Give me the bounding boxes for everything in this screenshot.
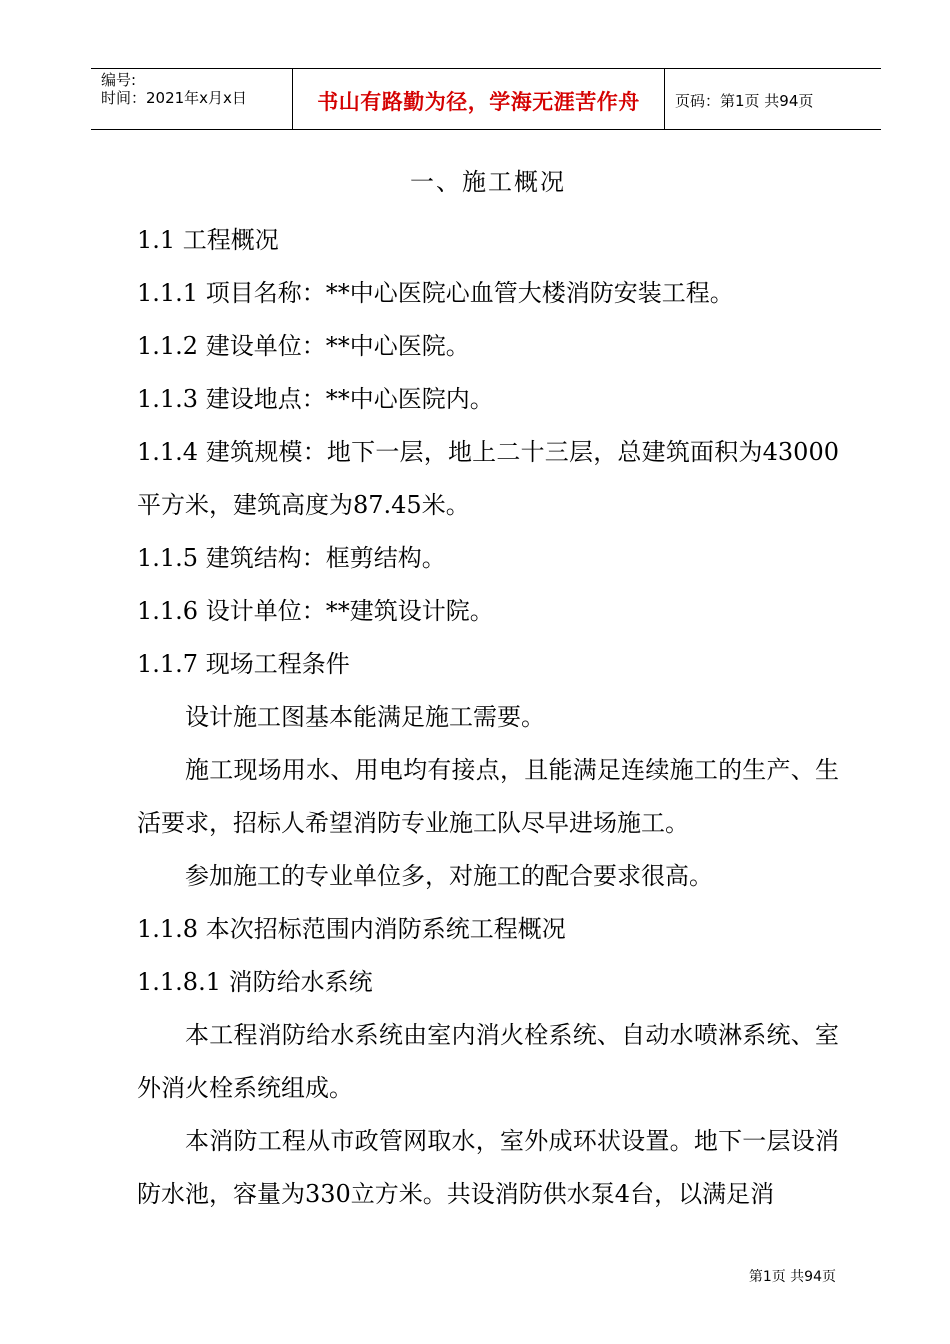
- heading-water-supply: 1.1.8.1 消防给水系统: [137, 968, 373, 996]
- paragraph-water-source: 本消防工程从市政管网取水，室外成环状设置。地下一层设消防水池，容量为330立方米。共设消防供水泵4台，以满足消: [137, 1127, 839, 1208]
- item-owner: 1.1.2 建设单位：**中心医院。: [137, 332, 470, 360]
- document-body: [137, 158, 839, 1221]
- document-time: 时间：2021年x月x日: [101, 89, 247, 107]
- header-meta: [91, 69, 293, 129]
- page-footer: 第1页 共94页: [748, 1269, 836, 1285]
- heading-scope: 1.1.8 本次招标范围内消防系统工程概况: [137, 915, 566, 943]
- header-page-info: 页码：第1页 共94页: [675, 91, 814, 110]
- item-design-unit: 1.1.6 设计单位：**建筑设计院。: [137, 597, 494, 625]
- heading-1-1: 1.1 工程概况: [137, 226, 279, 254]
- item-building-scale: 1.1.4 建筑规模：地下一层，地上二十三层，总建筑面积为43000平方米，建筑高度为87.45米。: [137, 438, 839, 519]
- item-structure: 1.1.5 建筑结构：框剪结构。: [137, 544, 446, 572]
- paragraph-design-drawings: 设计施工图基本能满足施工需要。: [185, 703, 545, 731]
- paragraph-site-utilities: 施工现场用水、用电均有接点，且能满足连续施工的生产、生活要求，招标人希望消防专业施工队尽早进场施工。: [137, 756, 839, 837]
- paragraph-coordination: 参加施工的专业单位多，对施工的配合要求很高。: [185, 862, 713, 890]
- document-number-label: 编号:: [101, 71, 137, 89]
- item-location: 1.1.3 建设地点：**中心医院内。: [137, 385, 494, 413]
- page-header: [91, 68, 881, 130]
- header-motto: 书山有路勤为径，学海无涯苦作舟: [293, 69, 665, 129]
- item-project-name: 1.1.1 项目名称：**中心医院心血管大楼消防安装工程。: [137, 279, 734, 307]
- heading-site-conditions: 1.1.7 现场工程条件: [137, 650, 350, 678]
- section-title: 一、施工概况: [410, 168, 566, 196]
- paragraph-system-composition: 本工程消防给水系统由室内消火栓系统、自动水喷淋系统、室外消火栓系统组成。: [137, 1021, 839, 1102]
